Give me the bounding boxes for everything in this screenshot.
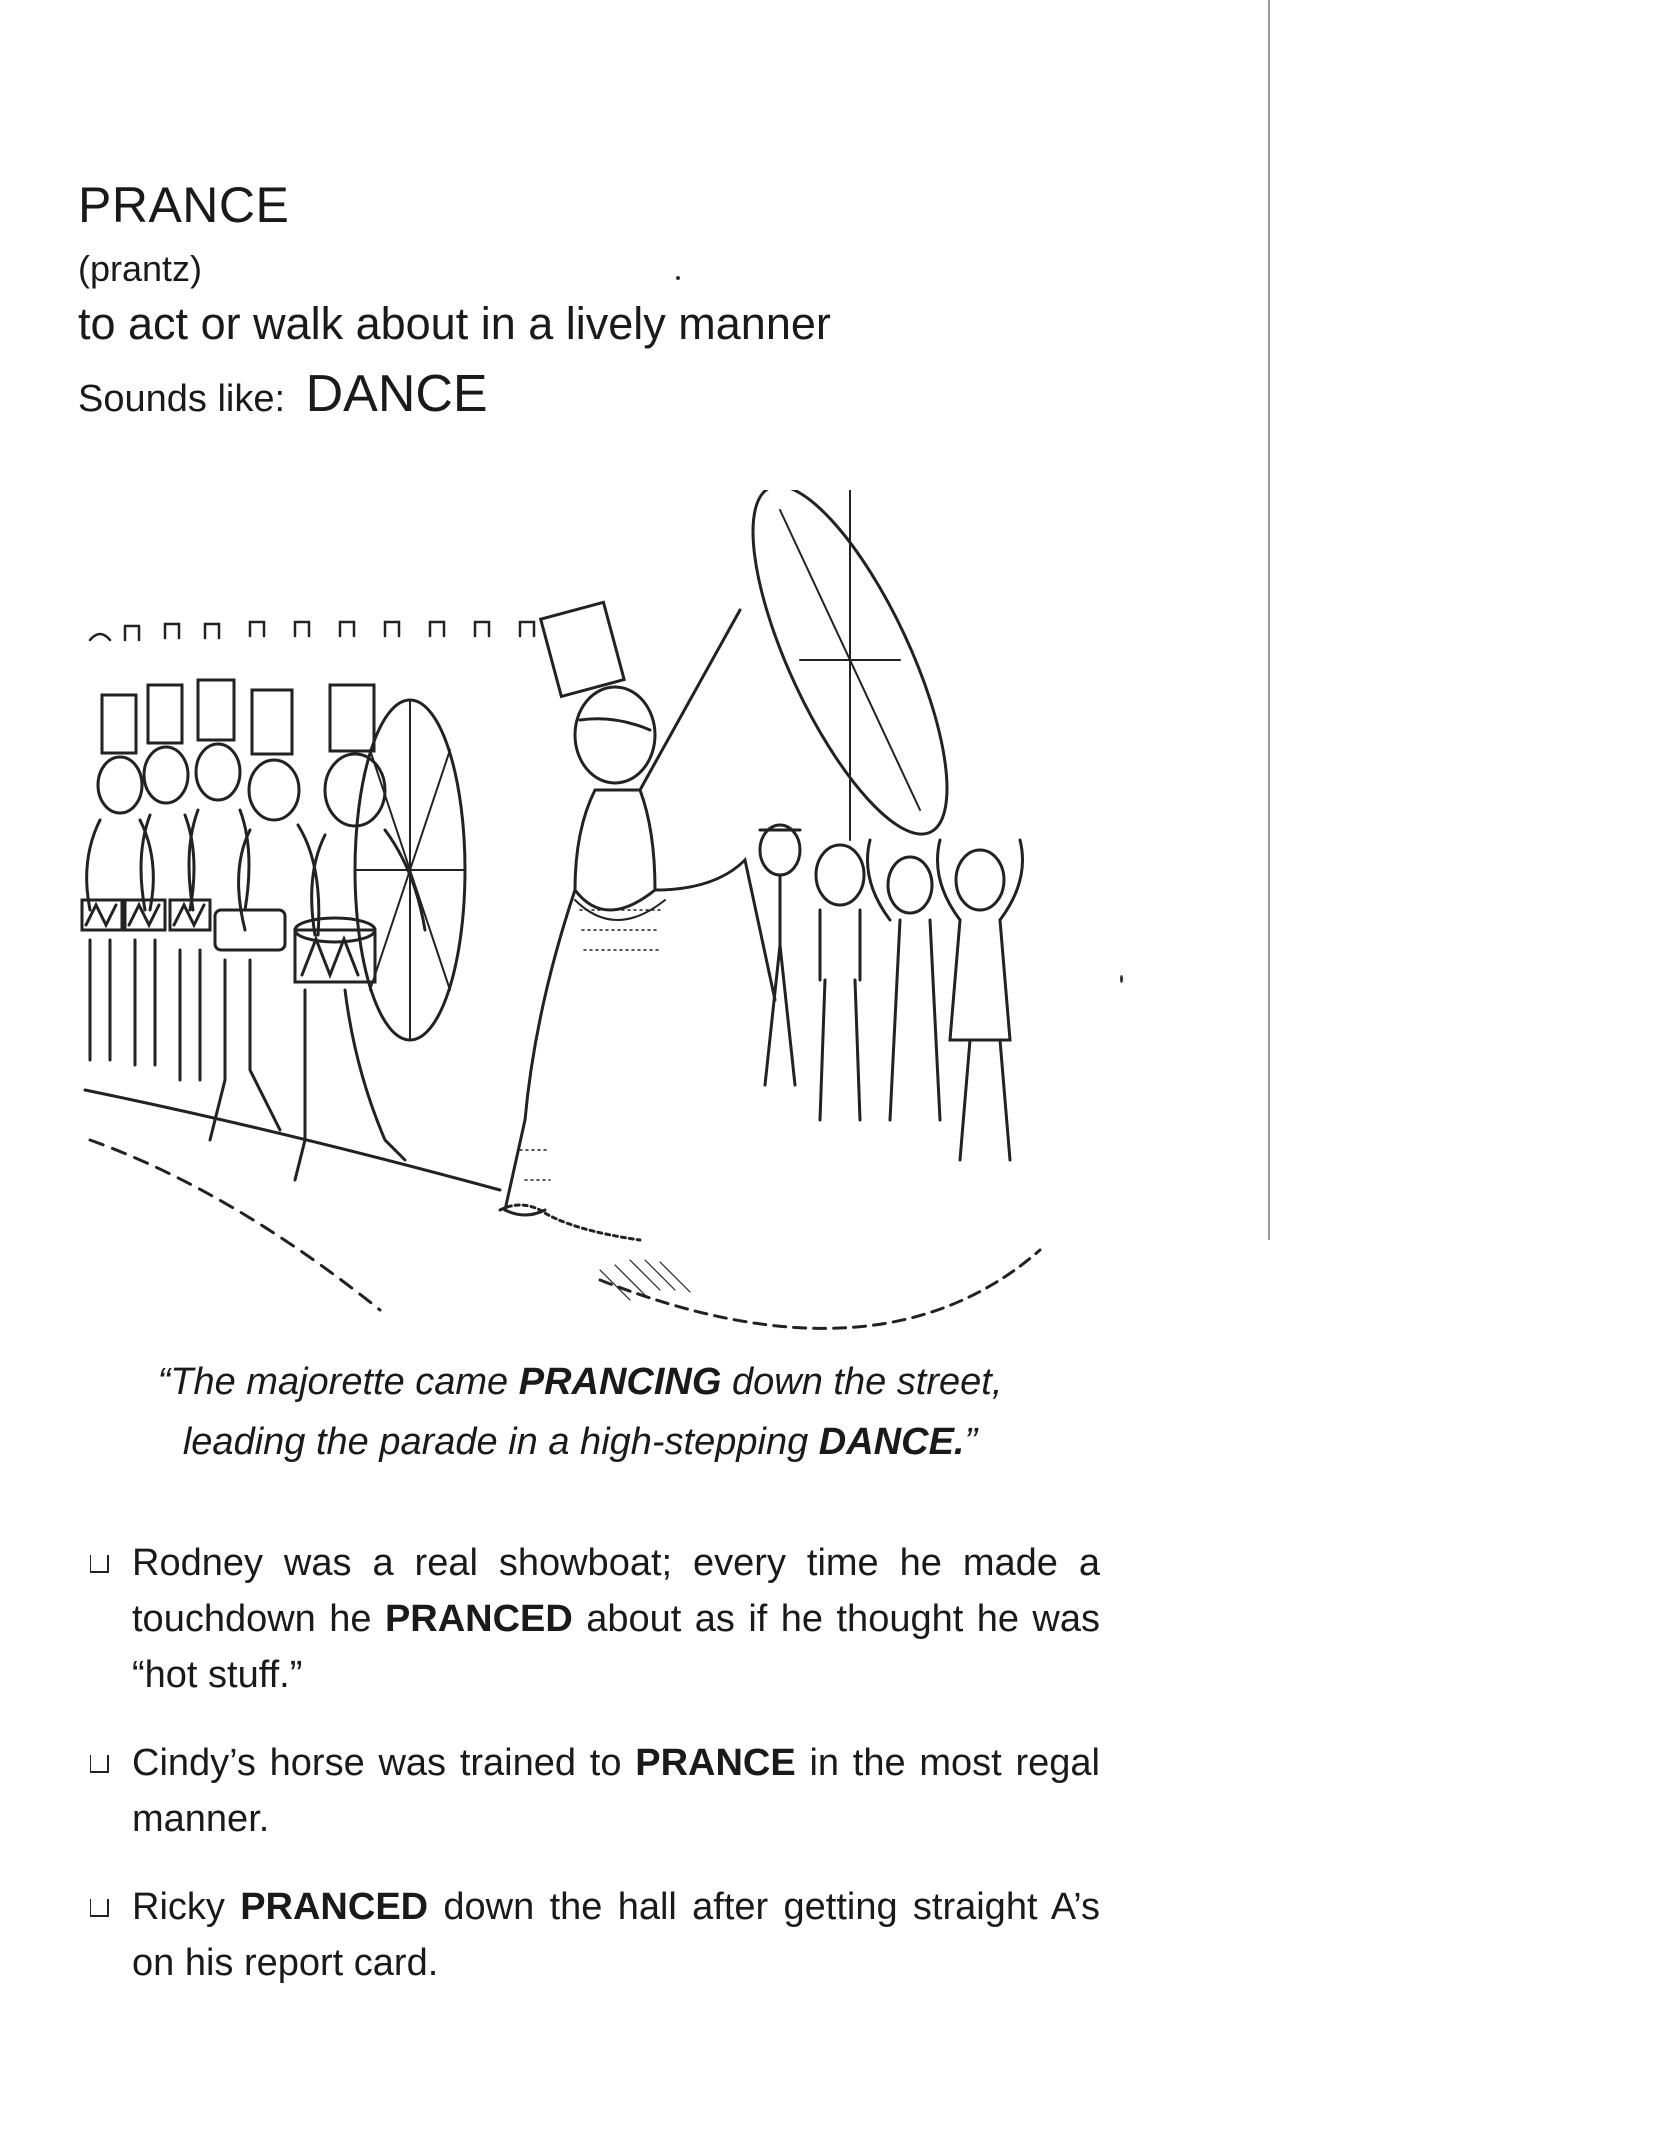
stray-dot xyxy=(676,276,680,280)
caption-line-1-pre: “The majorette came xyxy=(157,1361,519,1403)
example-sentences-list xyxy=(90,1535,1100,2023)
example-pre: Rodney was a real showboat; every time he made a touchdown he xyxy=(132,1542,1100,1640)
example-bold-word: PRANCED xyxy=(384,1598,573,1640)
example-post: about as if he thought he was “hot stuff.” xyxy=(132,1598,1100,1696)
example-post: in the most regal manner. xyxy=(132,1742,1100,1840)
example-bold-word: PRANCED xyxy=(240,1886,429,1928)
checkbox-icon xyxy=(90,1555,109,1573)
caption-line-1 xyxy=(100,1352,1060,1412)
example-pre: Ricky xyxy=(132,1886,241,1928)
caption-line-1-bold: PRANCING xyxy=(518,1361,722,1403)
example-sentence xyxy=(90,1879,1100,1991)
example-sentence xyxy=(90,1735,1100,1847)
caption-line-2-bold: DANCE. xyxy=(818,1421,965,1463)
example-post: down the hall after getting straight A’s on his report card. xyxy=(132,1886,1100,1984)
illustration-caption xyxy=(100,1352,1060,1472)
caption-line-2-post: ” xyxy=(964,1421,978,1463)
checkbox-icon xyxy=(90,1755,109,1773)
page-edge-line xyxy=(1268,0,1270,1240)
majorette-parade-cartoon-icon xyxy=(80,490,1080,1340)
example-sentence xyxy=(90,1535,1100,1703)
vocab-word-title: PRANCE xyxy=(78,177,290,233)
example-bold-word: PRANCE xyxy=(635,1742,796,1784)
example-pre: Cindy’s horse was trained to xyxy=(132,1742,636,1784)
pronunciation: (prantz) xyxy=(78,248,203,289)
stray-dot xyxy=(1120,975,1123,983)
sounds-like-line xyxy=(78,364,488,424)
caption-line-2-pre: leading the parade in a high-stepping xyxy=(182,1421,819,1463)
caption-line-2 xyxy=(100,1412,1060,1472)
checkbox-icon xyxy=(90,1899,109,1917)
caption-line-1-post: down the street, xyxy=(721,1361,1003,1403)
definition: to act or walk about in a lively manner xyxy=(78,298,831,349)
sounds-like-label: Sounds like: xyxy=(78,378,286,420)
sounds-like-word: DANCE xyxy=(305,365,488,423)
